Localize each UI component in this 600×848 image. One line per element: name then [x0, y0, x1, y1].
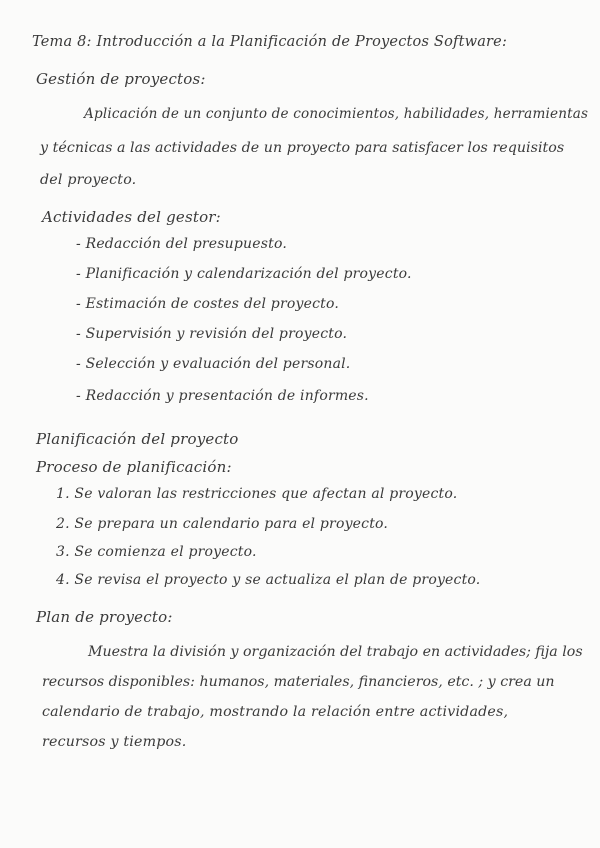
section-heading-plan: Plan de proyecto: [36, 608, 173, 626]
page-title: Tema 8: Introducción a la Planificación de Proyectos Software: [32, 34, 508, 50]
gestion-line-1: Aplicación de un conjunto de conocimientos, habilidades, herramientas [84, 106, 589, 122]
planificacion-step: 4. Se revisa el proyecto y se actualiza el plan de proyecto. [56, 572, 481, 588]
plan-line-3: calendario de trabajo, mostrando la relación entre actividades, [42, 704, 509, 720]
plan-line-4: recursos y tiempos. [42, 734, 187, 750]
section-heading-planificacion: Planificación del proyecto [36, 430, 239, 448]
planificacion-step: 1. Se valoran las restricciones que afectan al proyecto. [56, 486, 458, 502]
actividad-item: - Supervisión y revisión del proyecto. [76, 326, 348, 342]
plan-line-1: Muestra la división y organización del trabajo en actividades; fija los [88, 644, 583, 660]
plan-line-2: recursos disponibles: humanos, materiales, financieros, etc. ; y crea un [42, 674, 555, 690]
subheading-proceso: Proceso de planificación: [36, 458, 232, 476]
section-heading-actividades: Actividades del gestor: [42, 208, 221, 226]
gestion-line-3: del proyecto. [40, 172, 137, 188]
section-heading-gestion: Gestión de proyectos: [36, 70, 206, 88]
gestion-line-2: y técnicas a las actividades de un proyecto para satisfacer los requisitos [40, 140, 565, 156]
actividad-item: - Redacción y presentación de informes. [76, 388, 369, 404]
actividad-item: - Planificación y calendarización del proyecto. [76, 266, 412, 282]
actividad-item: - Selección y evaluación del personal. [76, 356, 351, 372]
planificacion-step: 2. Se prepara un calendario para el proyecto. [56, 516, 389, 532]
actividad-item: - Estimación de costes del proyecto. [76, 296, 339, 312]
planificacion-step: 3. Se comienza el proyecto. [56, 544, 257, 560]
actividad-item: - Redacción del presupuesto. [76, 236, 287, 252]
